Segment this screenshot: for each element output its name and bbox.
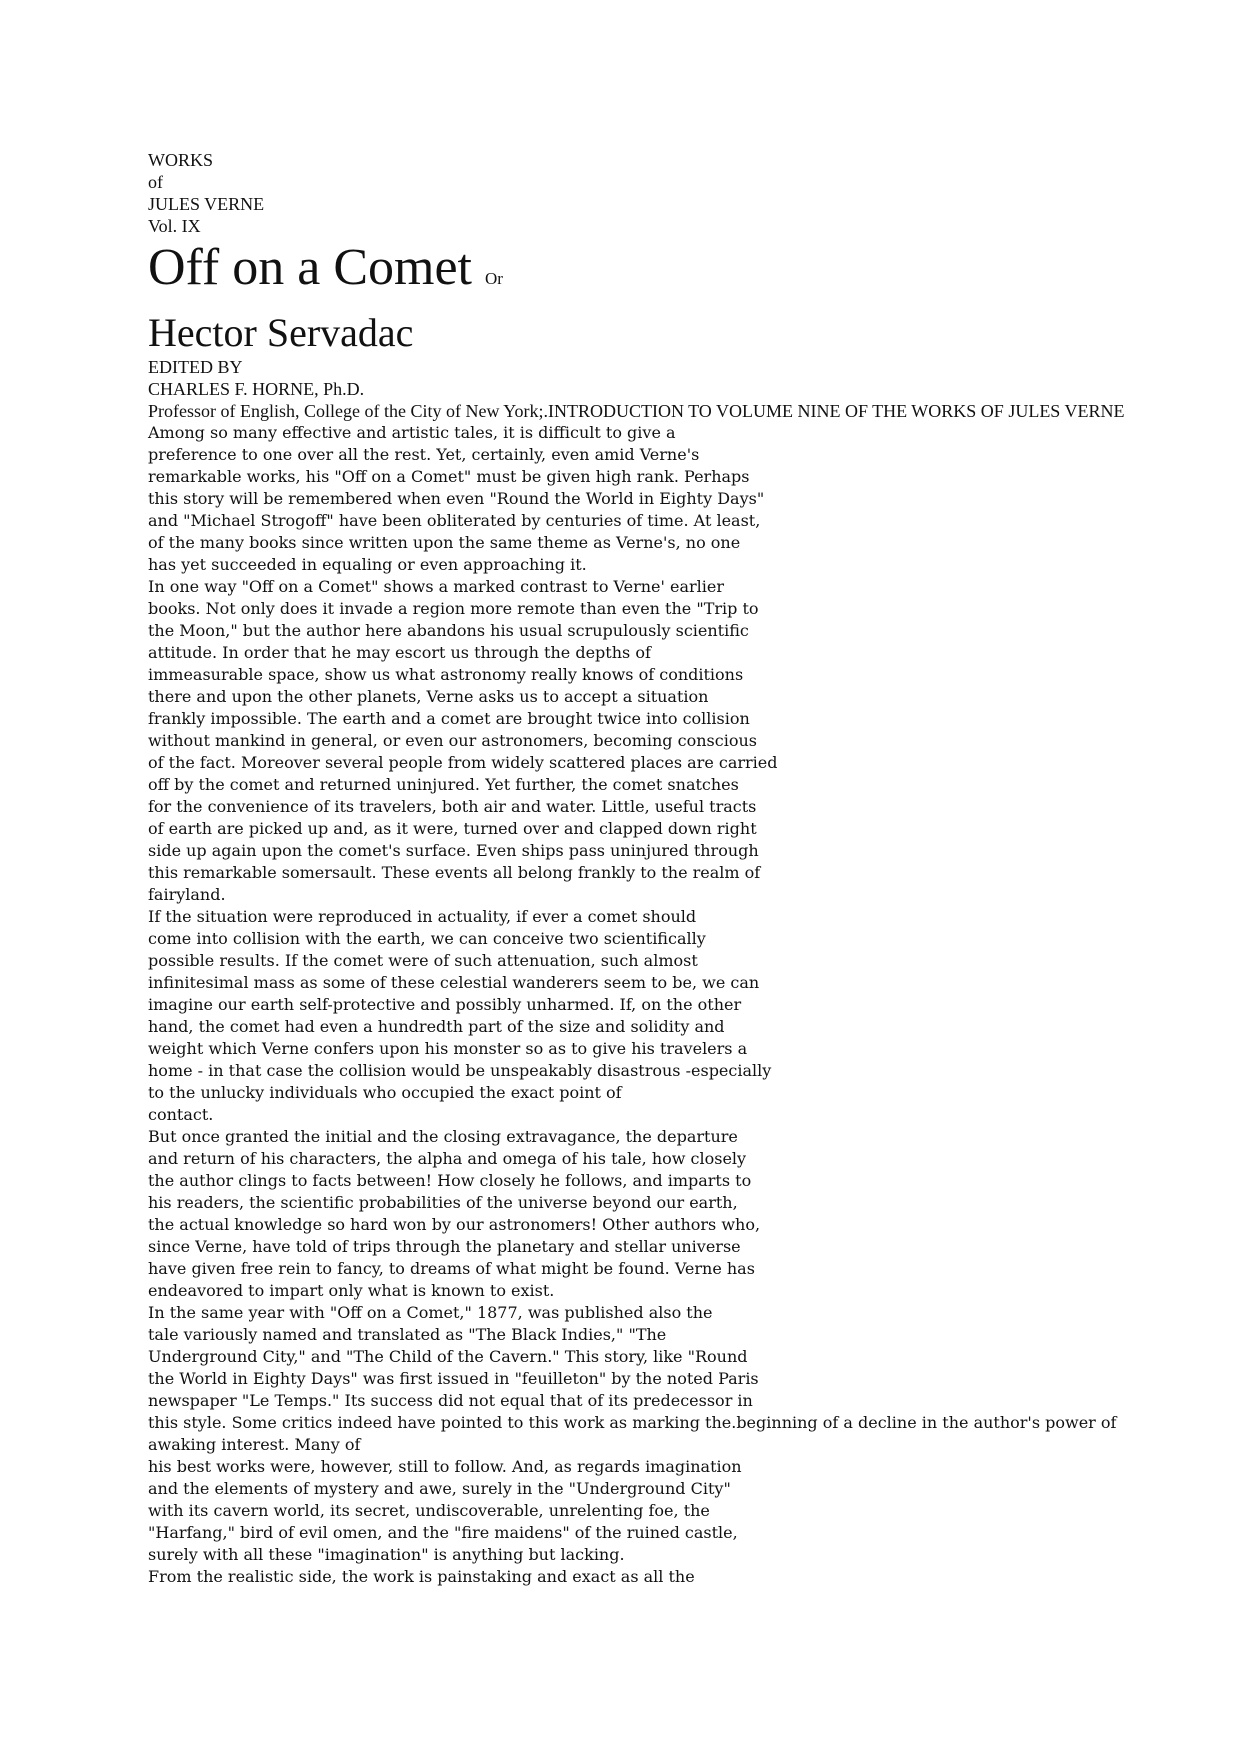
paragraph-line: this remarkable somersault. These events all belong frankly to the realm of	[148, 863, 761, 882]
paragraph-line: possible results. If the comet were of such attenuation, such almost	[148, 951, 698, 970]
introduction-text	[148, 422, 1148, 1588]
front-matter-line: of	[148, 172, 163, 192]
paragraph-line: and return of his characters, the alpha and omega of his tale, how closely	[148, 1149, 747, 1168]
credit-line: EDITED BY	[148, 357, 243, 377]
paragraph-line: this style. Some critics indeed have pointed to this work as marking the.beginning of a decline in the author's power of awaking interest. Many of	[148, 1413, 1117, 1454]
credit-line: CHARLES F. HORNE, Ph.D.	[148, 379, 365, 399]
paragraph-line: the World in Eighty Days" was first issued in "feuilleton" by the noted Paris	[148, 1369, 759, 1388]
paragraph-line: In one way "Off on a Comet" shows a marked contrast to Verne' earlier	[148, 577, 725, 596]
credits	[148, 356, 1148, 422]
paragraph-line: fairyland.	[148, 885, 226, 904]
book-title-row	[148, 239, 1148, 308]
paragraph-line: preference to one over all the rest. Yet, certainly, even amid Verne's	[148, 445, 700, 464]
paragraph-line: without mankind in general, or even our astronomers, becoming conscious	[148, 731, 757, 750]
paragraph-line: tale variously named and translated as "The Black Indies," "The	[148, 1325, 667, 1344]
paragraph-line: attitude. In order that he may escort us through the depths of	[148, 643, 651, 662]
paragraph-line: there and upon the other planets, Verne asks us to accept a situation	[148, 687, 709, 706]
paragraph-line: and "Michael Strogoff" have been obliterated by centuries of time. At least,	[148, 511, 761, 530]
paragraph-line: hand, the comet had even a hundredth part of the size and solidity and	[148, 1017, 725, 1036]
paragraph-line: off by the comet and returned uninjured. Yet further, the comet snatches	[148, 775, 739, 794]
paragraph	[148, 1302, 1148, 1566]
paragraph-line: with its cavern world, its secret, undiscoverable, unrelenting foe, the	[148, 1501, 710, 1520]
paragraph-line: has yet succeeded in equaling or even approaching it.	[148, 555, 587, 574]
paragraph	[148, 1566, 1148, 1588]
paragraph-line: his best works were, however, still to follow. And, as regards imagination	[148, 1457, 742, 1476]
paragraph-line: to the unlucky individuals who occupied the exact point of	[148, 1083, 622, 1102]
paragraph-line: infinitesimal mass as some of these celestial wanderers seem to be, we can	[148, 973, 760, 992]
paragraph-line: home - in that case the collision would be unspeakably disastrous -especially	[148, 1061, 772, 1080]
title-or: Or	[484, 269, 503, 288]
paragraph	[148, 906, 1148, 1126]
paragraph-line: Among so many effective and artistic tales, it is difficult to give a	[148, 423, 676, 442]
paragraph-line: From the realistic side, the work is painstaking and exact as all the	[148, 1567, 695, 1586]
paragraph-line: of earth are picked up and, as it were, turned over and clapped down right	[148, 819, 757, 838]
paragraph-line: remarkable works, his "Off on a Comet" must be given high rank. Perhaps	[148, 467, 750, 486]
paragraph-line: side up again upon the comet's surface. Even ships pass uninjured through	[148, 841, 759, 860]
paragraph-line: newspaper "Le Temps." Its success did not equal that of its predecessor in	[148, 1391, 753, 1410]
paragraph-line: the author clings to facts between! How closely he follows, and imparts to	[148, 1171, 752, 1190]
paragraph-line: of the many books since written upon the same theme as Verne's, no one	[148, 533, 741, 552]
paragraph-line: this story will be remembered when even "Round the World in Eighty Days"	[148, 489, 765, 508]
paragraph-line: the Moon," but the author here abandons his usual scrupulously scientific	[148, 621, 749, 640]
paragraph-line: immeasurable space, show us what astronomy really knows of conditions	[148, 665, 744, 684]
paragraph-line: since Verne, have told of trips through the planetary and stellar universe	[148, 1237, 741, 1256]
paragraph-line: Underground City," and "The Child of the Cavern." This story, like "Round	[148, 1347, 748, 1366]
paragraph-line: the actual knowledge so hard won by our astronomers! Other authors who,	[148, 1215, 761, 1234]
paragraph-line: surely with all these "imagination" is anything but lacking.	[148, 1545, 625, 1564]
paragraph-line: for the convenience of its travelers, both air and water. Little, useful tracts	[148, 797, 757, 816]
paragraph-line: and the elements of mystery and awe, surely in the "Underground City"	[148, 1479, 731, 1498]
paragraph-line: of the fact. Moreover several people from widely scattered places are carried	[148, 753, 778, 772]
front-matter-line: JULES VERNE	[148, 194, 265, 214]
paragraph-line: his readers, the scientific probabilities of the universe beyond our earth,	[148, 1193, 738, 1212]
paragraph-line: contact.	[148, 1105, 214, 1124]
paragraph-line: frankly impossible. The earth and a comet are brought twice into collision	[148, 709, 750, 728]
paragraph-line: weight which Verne confers upon his monster so as to give his travelers a	[148, 1039, 748, 1058]
paragraph-line: come into collision with the earth, we can conceive two scientifically	[148, 929, 706, 948]
paragraph-line: imagine our earth self-protective and possibly unharmed. If, on the other	[148, 995, 742, 1014]
paragraph-line: In the same year with "Off on a Comet," 1877, was published also the	[148, 1303, 713, 1322]
paragraph	[148, 422, 1148, 576]
paragraph-line: If the situation were reproduced in actuality, if ever a comet should	[148, 907, 697, 926]
book-subtitle: Hector Servadac	[148, 310, 414, 355]
front-matter	[148, 149, 1148, 237]
book-title: Off on a Comet	[148, 239, 472, 296]
front-matter-line: WORKS	[148, 150, 214, 170]
paragraph-line: "Harfang," bird of evil omen, and the "fire maidens" of the ruined castle,	[148, 1523, 738, 1542]
paragraph	[148, 576, 1148, 906]
paragraph-line: books. Not only does it invade a region more remote than even the "Trip to	[148, 599, 759, 618]
paragraph-line: But once granted the initial and the closing extravagance, the departure	[148, 1127, 738, 1146]
paragraph-line: endeavored to impart only what is known to exist.	[148, 1281, 555, 1300]
document-page	[148, 149, 1148, 1588]
paragraph-line: have given free rein to fancy, to dreams of what might be found. Verne has	[148, 1259, 755, 1278]
credit-line: Professor of English, College of the City of New York;.INTRODUCTION TO VOLUME NINE OF THE WORKS OF JULES VERNE	[148, 401, 1125, 421]
front-matter-line: Vol. IX	[148, 216, 201, 236]
paragraph	[148, 1126, 1148, 1302]
